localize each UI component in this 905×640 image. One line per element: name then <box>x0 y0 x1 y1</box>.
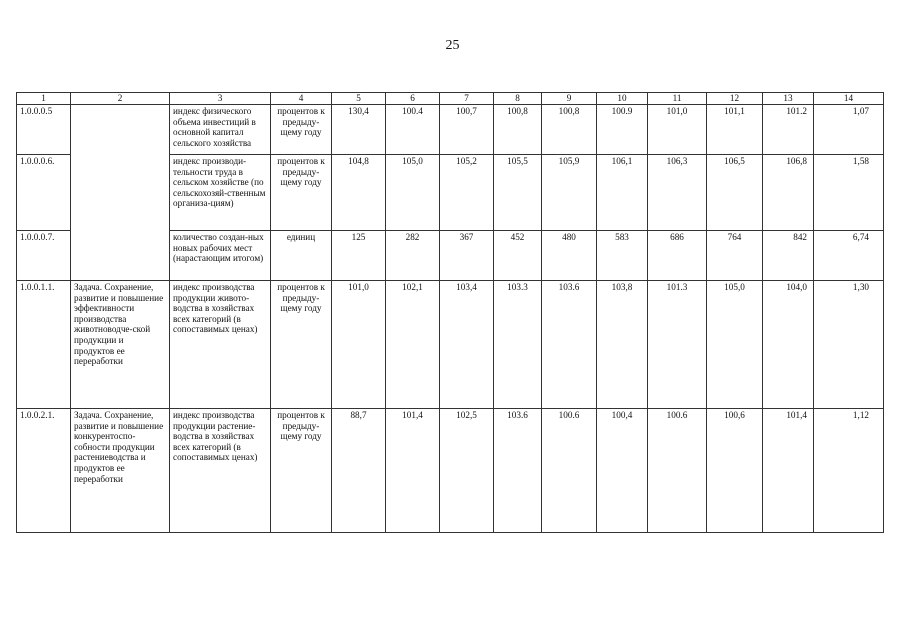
page-number: 25 <box>445 38 460 53</box>
value-cell: 125 <box>332 231 386 281</box>
unit-cell: единиц <box>271 231 332 281</box>
indicator-cell: индекс физического объема инвестиций в основной капитал сельского хозяйства <box>170 105 271 155</box>
column-header: 6 <box>386 93 440 105</box>
indicator-cell: количество создан-ных новых рабочих мест (нарастающим итогом) <box>170 231 271 281</box>
value-cell: 103.3 <box>494 281 542 409</box>
value-cell: 101,0 <box>648 105 707 155</box>
column-header: 5 <box>332 93 386 105</box>
column-header: 11 <box>648 93 707 105</box>
column-header: 14 <box>814 93 884 105</box>
column-header: 3 <box>170 93 271 105</box>
unit-cell: процентов к предыду-щему году <box>271 409 332 533</box>
value-cell: 367 <box>440 231 494 281</box>
column-header: 8 <box>494 93 542 105</box>
value-cell: 88,7 <box>332 409 386 533</box>
task-cell <box>71 105 170 281</box>
value-cell: 452 <box>494 231 542 281</box>
value-cell: 130,4 <box>332 105 386 155</box>
value-cell: 6,74 <box>814 231 884 281</box>
value-cell: 106,1 <box>597 155 648 231</box>
value-cell: 100.6 <box>542 409 597 533</box>
value-cell: 101,4 <box>386 409 440 533</box>
row-code: 1.0.0.1.1. <box>17 281 71 409</box>
value-cell: 1,58 <box>814 155 884 231</box>
indicators-table <box>16 92 884 533</box>
value-cell: 105,0 <box>386 155 440 231</box>
column-header: 9 <box>542 93 597 105</box>
column-header: 10 <box>597 93 648 105</box>
value-cell: 103,4 <box>440 281 494 409</box>
task-cell: Задача. Сохранение, развитие и повышение конкурентоспо-собности продукции растениеводства и продуктов ее переработки <box>71 409 170 533</box>
value-cell: 1,07 <box>814 105 884 155</box>
table-row <box>17 105 884 155</box>
value-cell: 100.9 <box>597 105 648 155</box>
value-cell: 100,6 <box>707 409 763 533</box>
column-header: 12 <box>707 93 763 105</box>
value-cell: 480 <box>542 231 597 281</box>
value-cell: 106,5 <box>707 155 763 231</box>
column-header: 4 <box>271 93 332 105</box>
value-cell: 686 <box>648 231 707 281</box>
value-cell: 104,0 <box>763 281 814 409</box>
indicator-cell: индекс производи-тельности труда в сельском хозяйстве (по сельскохозяй-ственным организа-циям) <box>170 155 271 231</box>
task-cell: Задача. Сохранение, развитие и повышение эффективности производства животноводче-ской продукции и продуктов ее переработки <box>71 281 170 409</box>
row-code: 1.0.0.2.1. <box>17 409 71 533</box>
value-cell: 100,4 <box>597 409 648 533</box>
value-cell: 101.3 <box>648 281 707 409</box>
value-cell: 1,12 <box>814 409 884 533</box>
value-cell: 105,0 <box>707 281 763 409</box>
value-cell: 103.6 <box>542 281 597 409</box>
column-header: 7 <box>440 93 494 105</box>
row-code: 1.0.0.0.6. <box>17 155 71 231</box>
unit-cell: процентов к предыду-щему году <box>271 281 332 409</box>
indicator-cell: индекс производства продукции растение-водства в хозяйствах всех категорий (в сопоставимых ценах) <box>170 409 271 533</box>
value-cell: 100.4 <box>386 105 440 155</box>
row-code: 1.0.0.0.5 <box>17 105 71 155</box>
value-cell: 100,7 <box>440 105 494 155</box>
unit-cell: процентов к предыду-щему году <box>271 105 332 155</box>
value-cell: 1,30 <box>814 281 884 409</box>
column-header: 13 <box>763 93 814 105</box>
value-cell: 105,9 <box>542 155 597 231</box>
value-cell: 842 <box>763 231 814 281</box>
value-cell: 102,5 <box>440 409 494 533</box>
value-cell: 103.6 <box>494 409 542 533</box>
value-cell: 105,5 <box>494 155 542 231</box>
value-cell: 583 <box>597 231 648 281</box>
value-cell: 100,8 <box>494 105 542 155</box>
value-cell: 106,8 <box>763 155 814 231</box>
value-cell: 102,1 <box>386 281 440 409</box>
value-cell: 106,3 <box>648 155 707 231</box>
row-code: 1.0.0.0.7. <box>17 231 71 281</box>
value-cell: 103,8 <box>597 281 648 409</box>
table-row <box>17 409 884 533</box>
column-header: 1 <box>17 93 71 105</box>
value-cell: 105,2 <box>440 155 494 231</box>
value-cell: 101.2 <box>763 105 814 155</box>
value-cell: 101,1 <box>707 105 763 155</box>
indicator-cell: индекс производства продукции живото-водства в хозяйствах всех категорий (в сопоставимых ценах) <box>170 281 271 409</box>
table-row <box>17 281 884 409</box>
column-header: 2 <box>71 93 170 105</box>
column-numbers-row <box>17 93 884 105</box>
value-cell: 764 <box>707 231 763 281</box>
value-cell: 101,0 <box>332 281 386 409</box>
value-cell: 104,8 <box>332 155 386 231</box>
unit-cell: процентов к предыду-щему году <box>271 155 332 231</box>
value-cell: 282 <box>386 231 440 281</box>
value-cell: 101,4 <box>763 409 814 533</box>
value-cell: 100,8 <box>542 105 597 155</box>
value-cell: 100.6 <box>648 409 707 533</box>
